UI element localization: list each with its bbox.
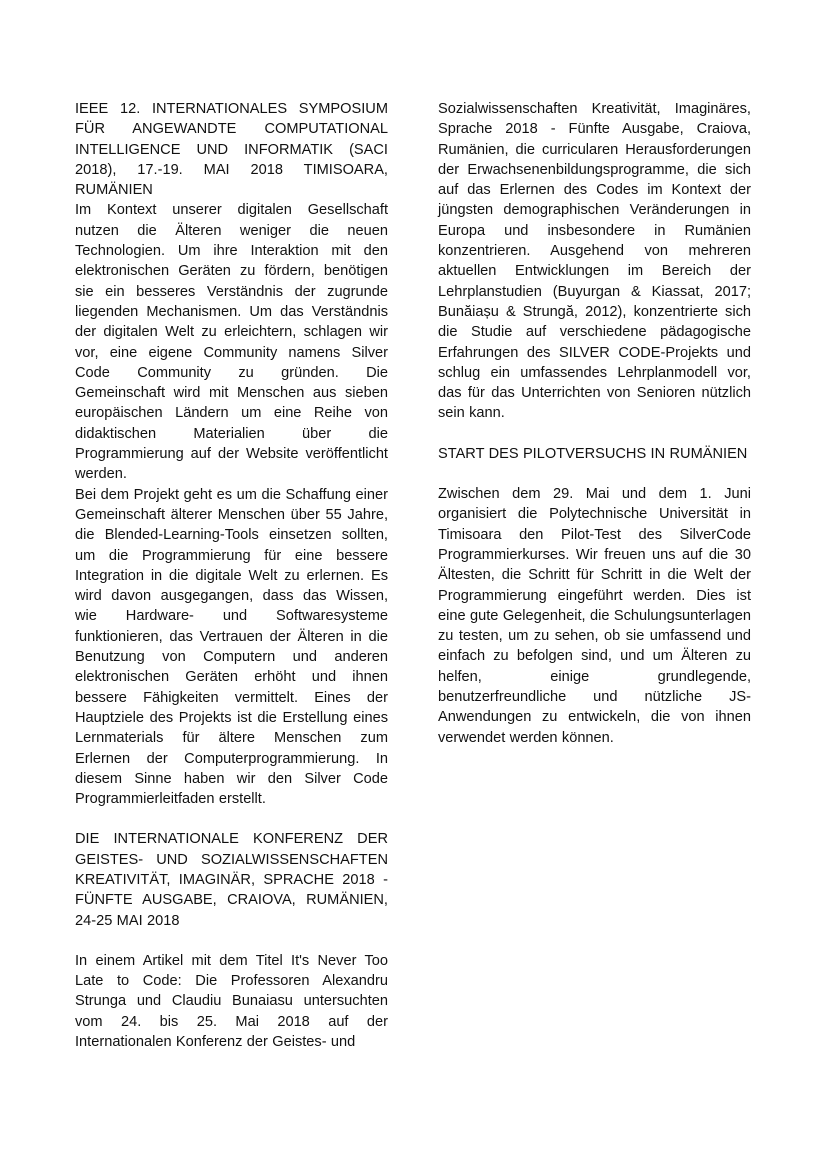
spacer [75,931,388,951]
section-heading-saci-2018: IEEE 12. INTERNATIONALES SYMPOSIUM FÜR ANGEWANDTE COMPUTATIONAL INTELLIGENCE UND INFORMATIK (SACI 2018), 17.-19. MAI 2018 TIMISOARA, RUMÄNIEN [75,101,388,199]
paragraph-project-goals: Bei dem Projekt geht es um die Schaffung einer Gemeinschaft älterer Menschen über 55 Jahre, die Blended-Learning-Tools einsetzen sollten, um die Programmierung für eine bessere Integration in die digitale Welt zu erlernen. Es wird davon ausgegangen, dass das Wissen, wie Hardware- und Softwaresysteme funktionieren, das Vertrauen der Älteren in die Benutzung von Computern und anderen elektronischen Geräten erhöht und ihnen bessere Fähigkeiten vermittelt. Eines der Hauptziele des Projekts ist die Erstellung eines Lernmaterials für ältere Menschen zum Erlernen der Computerprogrammierung. In diesem Sinne haben wir den Silver Code Programmierleitfaden erstellt. [75,486,388,808]
section-heading-pilot-romania: START DES PILOTVERSUCHS IN RUMÄNIEN [438,445,748,462]
right-column [438,99,751,748]
section-heading-conference-craiova: DIE INTERNATIONALE KONFERENZ DER GEISTES- UND SOZIALWISSENSCHAFTEN KREATIVITÄT, IMAGINÄR, SPRACHE 2018 - FÜNFTE AUSGABE, CRAIOVA, RUMÄNIEN, 24-25 MAI 2018 [75,831,388,929]
paragraph-silver-code-community: Im Kontext unserer digitalen Gesellschaft nutzen die Älteren weniger die neuen Technologien. Um ihre Interaktion mit den elektronischen Geräten zu fördern, benötigen sie ein besseres Verständnis der zugrunde liegenden Mechanismen. Um das Verständnis der digitalen Welt zu erleichtern, schlagen wir vor, eine eigene Community namens Silver Code Community zu gründen. Die Gemeinschaft wird mit Menschen aus sieben europäischen Ländern um eine Reihe von didaktischen Materialien über die Programmierung auf der Website veröffentlicht werden. [75,202,388,483]
paragraph-pilot-test: Zwischen dem 29. Mai und dem 1. Juni organisiert die Polytechnische Universität in Timisoara den Pilot-Test des SilverCode Programmierkurses. Wir freuen uns auf die 30 Ältesten, die Schritt für Schritt in die Welt der Programmierung eingeführt werden. Dies ist eine gute Gelegenheit, die Schulungsunterlagen zu testen, um zu sehen, ob sie umfassend und einfach zu befolgen sind, und um Älteren zu helfen, einige grundlegende, benutzerfreundliche und nützliche JS-Anwendungen zu entwickeln, die von ihnen verwendet werden können. [438,486,751,746]
paragraph-never-too-late: In einem Artikel mit dem Titel It's Never Too Late to Code: Die Professoren Alexandru Strunga und Claudiu Bunaiasu untersuchten vom 24. bis 25. Mai 2018 auf der Internationalen Konferenz der Geistes- und [75,952,388,1051]
left-column [75,99,388,1052]
spacer [438,464,751,484]
spacer [75,809,388,829]
paragraph-curricular-challenges: Sozialwissenschaften Kreativität, Imaginäres, Sprache 2018 - Fünfte Ausgabe, Craiova, Rumänien, die curricularen Herausforderungen der Erwachsenenbildungsprogramme, die sich auf das Erlernen des Codes im Kontext der jüngsten demographischen Veränderungen in Europa und insbesondere in Rumänien konzentrieren. Ausgehend von mehreren aktuellen Entwicklungen im Bereich der Lehrplanstudien (Buyurgan & Kiassat, 2017; Bunăiașu & Strungă, 2012), konzentrierte sich die Studie auf verschiedene pädagogische Erfahrungen des SILVER CODE-Projekts und schlug ein umfassendes Lehrplanmodell vor, das für das Unterrichten von Senioren nützlich sein kann. [438,101,751,422]
spacer [438,424,751,444]
